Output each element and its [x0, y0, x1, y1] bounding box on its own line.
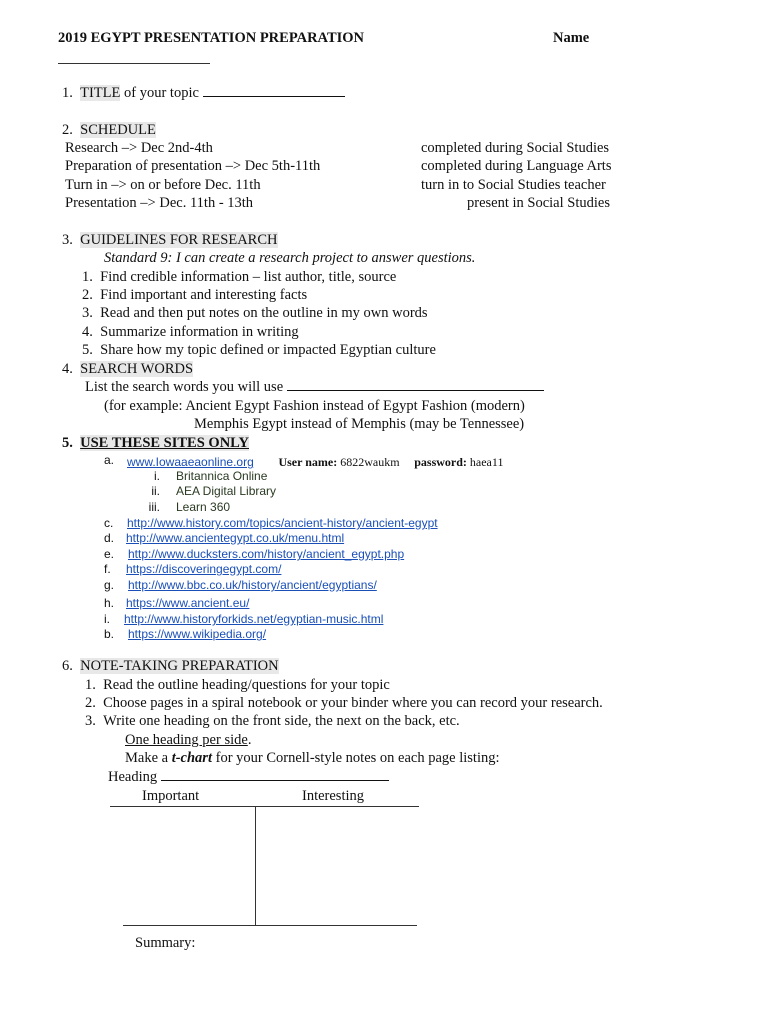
- note-item: 1. Read the outline heading/questions for your topic: [85, 677, 390, 693]
- name-underline: [58, 63, 210, 64]
- tchart-bottom-line: [123, 925, 417, 926]
- search-words-label: List the search words you will use: [85, 379, 287, 395]
- section-number: 3.: [62, 232, 73, 248]
- schedule-right-2: turn in to Social Studies teacher: [421, 177, 606, 193]
- schedule-right-3: present in Social Studies: [467, 195, 610, 211]
- site-link[interactable]: http://www.historyforkids.net/egyptian-music.html: [124, 612, 384, 626]
- site-letter: i.: [104, 612, 110, 626]
- schedule-left-1: Preparation of presentation –> Dec 5th-11th: [65, 158, 321, 174]
- section-heading: NOTE-TAKING PREPARATION: [80, 658, 279, 674]
- site-link[interactable]: www.Iowaaeaonline.org: [127, 455, 254, 469]
- summary-label: Summary:: [135, 935, 196, 951]
- site-letter: h.: [104, 596, 115, 610]
- schedule-left-3: Presentation –> Dec. 11th - 13th: [65, 195, 254, 211]
- page-title: 2019 EGYPT PRESENTATION PREPARATION: [58, 30, 365, 46]
- tchart-instruction: Make a t-chart for your Cornell-style notes on each page listing:: [125, 750, 500, 766]
- site-link[interactable]: https://discoveringegypt.com/: [126, 562, 282, 576]
- section-heading: USE THESE SITES ONLY: [80, 435, 249, 451]
- section-title: [62, 84, 345, 102]
- guideline-item: 3. Read and then put notes on the outline in my own words: [82, 305, 428, 321]
- schedule-right-0: completed during Social Studies: [421, 140, 610, 156]
- section-sites: [62, 434, 249, 452]
- guideline-item: 1. Find credible information – list author, title, source: [82, 269, 397, 285]
- schedule-left-2: Turn in –> on or before Dec. 11th: [65, 177, 261, 193]
- section-search-words: [62, 360, 193, 378]
- note-item: 3. Write one heading on the front side, the next on the back, etc.: [85, 713, 460, 729]
- topic-blank[interactable]: [203, 84, 345, 97]
- example-text: (for example: Ancient Egypt Fashion instead of Egypt Fashion (modern): [104, 398, 525, 414]
- note-item: 2. Choose pages in a spiral notebook or your binder where you can record your research.: [85, 695, 603, 711]
- sub-item: ii.: [151, 484, 160, 498]
- section-heading: TITLE: [80, 85, 121, 101]
- section-guidelines: [62, 231, 278, 249]
- section-number: 2.: [62, 122, 73, 138]
- section-number: 1.: [62, 85, 73, 101]
- section-number: 6.: [62, 658, 73, 674]
- one-heading-note: One heading per side.: [125, 732, 252, 748]
- site-link[interactable]: http://www.ancientegypt.co.uk/menu.html: [126, 531, 345, 545]
- name-label: Name: [553, 30, 590, 46]
- sub-item-label: Britannica Online: [176, 469, 268, 483]
- username-value: 6822waukm: [337, 455, 400, 469]
- schedule-right-1: completed during Language Arts: [421, 158, 612, 174]
- site-letter: b.: [104, 627, 115, 641]
- standard-text: Standard 9: I can create a research project to answer questions.: [104, 250, 476, 266]
- schedule-left-0: Research –> Dec 2nd-4th: [65, 140, 213, 156]
- heading-label: Heading: [108, 769, 161, 785]
- sub-item: iii.: [148, 500, 160, 514]
- password-value: haea11: [466, 455, 504, 469]
- site-link[interactable]: http://www.ducksters.com/history/ancient_egypt.php: [128, 547, 405, 561]
- search-words-blank[interactable]: [287, 378, 544, 391]
- password-label: password:: [414, 455, 467, 469]
- guideline-item: 4. Summarize information in writing: [82, 324, 299, 340]
- tchart-term: t-chart: [171, 750, 212, 766]
- username-label: User name:: [278, 455, 338, 469]
- site-letter: c.: [104, 516, 114, 530]
- one-heading-text: One heading per side: [125, 732, 248, 748]
- heading-line: [108, 768, 389, 786]
- guideline-item: 5. Share how my topic defined or impacted Egyptian culture: [82, 342, 436, 358]
- sub-item-label: AEA Digital Library: [176, 484, 277, 498]
- site-letter: f.: [104, 562, 111, 576]
- section-note-taking: [62, 657, 279, 675]
- col-interesting: Interesting: [302, 788, 365, 804]
- sub-item: i.: [154, 469, 160, 483]
- heading-blank[interactable]: [161, 768, 389, 781]
- tchart-divider: [255, 806, 256, 926]
- site-link[interactable]: http://www.bbc.co.uk/history/ancient/egyptians/: [128, 578, 377, 592]
- site-item: a.: [104, 453, 115, 467]
- sub-item-label: Learn 360: [176, 500, 231, 514]
- site-letter: d.: [104, 531, 115, 545]
- section-text: of your topic: [120, 85, 203, 101]
- example-text: Memphis Egypt instead of Memphis (may be Tennessee): [194, 416, 525, 432]
- section-schedule: [62, 121, 156, 139]
- site-letter: e.: [104, 547, 115, 561]
- site-link[interactable]: https://www.wikipedia.org/: [128, 627, 267, 641]
- section-number: 4.: [62, 361, 73, 377]
- search-words-line: [85, 378, 544, 396]
- section-heading: SEARCH WORDS: [80, 361, 194, 377]
- site-letter: g.: [104, 578, 115, 592]
- tchart-top-line: [110, 806, 419, 807]
- section-heading: SCHEDULE: [80, 122, 156, 138]
- section-heading: GUIDELINES FOR RESEARCH: [80, 232, 278, 248]
- site-link[interactable]: http://www.history.com/topics/ancient-history/ancient-egypt: [127, 516, 438, 530]
- col-important: Important: [142, 788, 200, 804]
- guideline-item: 2. Find important and interesting facts: [82, 287, 308, 303]
- section-number: 5.: [62, 435, 73, 451]
- site-link[interactable]: https://www.ancient.eu/: [126, 596, 250, 610]
